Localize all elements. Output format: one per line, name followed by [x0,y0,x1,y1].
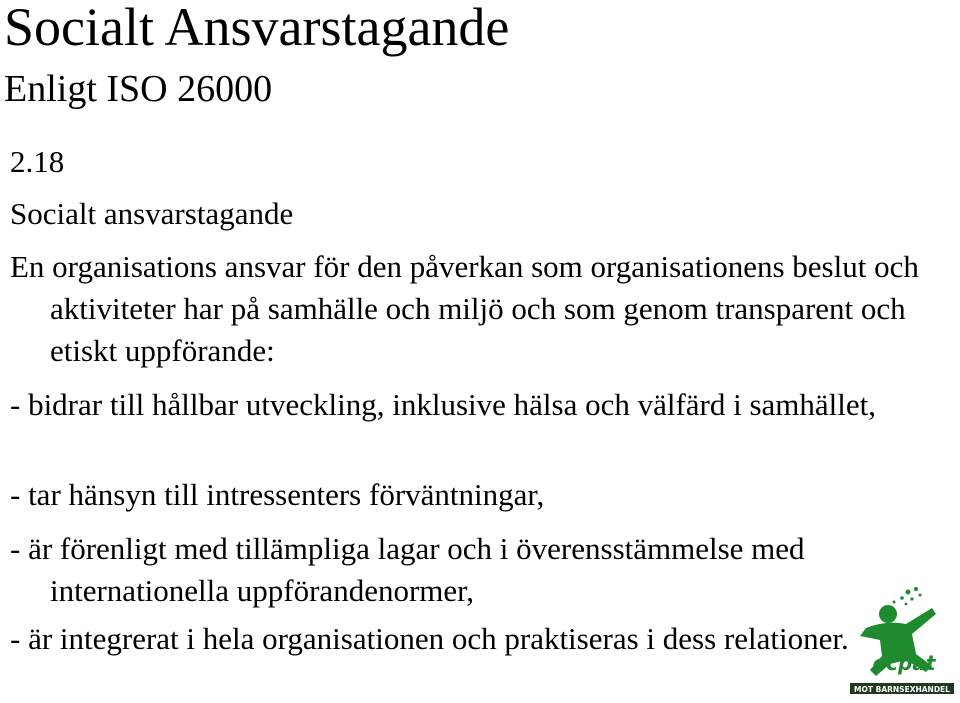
section-number: 2.18 [10,144,65,179]
logo-tagline: MOT BARNSEXHANDEL [854,685,950,694]
page-subtitle: Enligt ISO 26000 [4,68,273,110]
page-title: Socialt Ansvarstagande [4,0,510,57]
bullet-item: - bidrar till hållbar utveckling, inklusive hälsa och välfärd i samhället, [10,387,877,422]
logo-wordmark: ecpat [872,651,936,675]
definition-text: En organisations ansvar för den påverkan som organisationens beslut och aktiviteter har på samhälle och miljö och som genom transparent och etiskt uppförande: [10,249,919,368]
sparkle-icon [893,587,922,605]
bullet-item: - är integrerat i hela organisationen och praktiseras i dess relationer. [10,621,849,656]
ecpat-logo [846,584,958,698]
bullet-item: - är förenligt med tillämpliga lagar och i överensstämmelse med internationella uppförandenormer, [10,531,805,608]
bullet-item: - tar hänsyn till intressenters förväntningar, [10,477,545,512]
section-term: Socialt ansvarstagande [10,196,294,231]
